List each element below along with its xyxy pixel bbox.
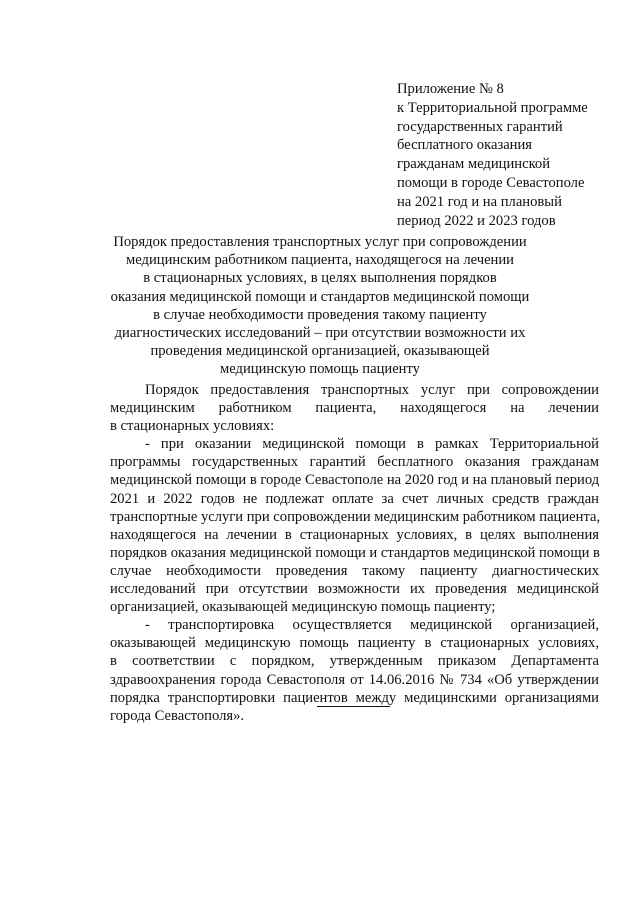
title-line: оказания медицинской помощи и стандартов медицинской помощи bbox=[110, 288, 530, 305]
document-title bbox=[90, 233, 550, 379]
title-line: в стационарных условиях, в целях выполнения порядков bbox=[143, 270, 497, 287]
body-line: исследований при отсутствии возможности их проведения медицинской bbox=[110, 581, 599, 598]
body-line: - при оказании медицинской помощи в рамках Территориальной bbox=[145, 436, 599, 453]
body-line: оказывающей медицинскую помощь пациенту в стационарных условиях, bbox=[110, 635, 599, 652]
body-line: - транспортировка осуществляется медицинской организацией, bbox=[145, 617, 599, 634]
title-line: медицинским работником пациента, находящегося на лечении bbox=[126, 252, 514, 269]
title-line: в случае необходимости проведения такому пациенту bbox=[153, 306, 487, 323]
appendix-line: на 2021 год и на плановый bbox=[397, 193, 562, 210]
body-line: порядка транспортировки пациентов между медицинскими организациями bbox=[110, 689, 599, 706]
body-line: города Севастополя». bbox=[110, 707, 245, 724]
appendix-line: помощи в городе Севастополе bbox=[397, 174, 585, 191]
appendix-line: к Территориальной программе bbox=[397, 99, 588, 116]
body-line: случае необходимости проведения такому пациенту диагностических bbox=[110, 562, 599, 579]
body-line: 2021 и 2022 годов не подлежат оплате за счет личных средств граждан bbox=[110, 490, 599, 507]
appendix-line: Приложение № 8 bbox=[397, 81, 504, 97]
body-line: медицинским работником пациента, находящегося на лечении bbox=[110, 400, 599, 417]
body-line: порядков оказания медицинской помощи и стандартов медицинской помощи в bbox=[110, 544, 600, 561]
appendix-line: период 2022 и 2023 годов bbox=[397, 212, 556, 229]
body-line: в соответствии с порядком, утвержденным приказом Департамента bbox=[110, 653, 599, 670]
body-line: находящегося на лечении в стационарных условиях, в целях выполнения bbox=[110, 526, 599, 543]
body-line: медицинской помощи в городе Севастополе на 2020 год и на плановый период bbox=[110, 472, 600, 489]
body-line: в стационарных условиях: bbox=[110, 418, 275, 435]
title-line: проведения медицинской организацией, оказывающей bbox=[150, 343, 490, 360]
appendix-line: бесплатного оказания bbox=[397, 137, 533, 154]
appendix-line: гражданам медицинской bbox=[397, 156, 551, 173]
appendix-header bbox=[397, 80, 627, 230]
closing-rule bbox=[317, 706, 390, 707]
title-line: диагностических исследований – при отсутствии возможности их bbox=[114, 325, 526, 342]
appendix-line: государственных гарантий bbox=[397, 118, 563, 135]
body-line: транспортные услуги при сопровождении медицинским работником пациента, bbox=[110, 508, 601, 525]
title-line: медицинскую помощь пациенту bbox=[220, 361, 420, 378]
document-body bbox=[110, 381, 599, 725]
body-line: Порядок предоставления транспортных услуг при сопровождении bbox=[145, 382, 599, 398]
body-line: программы государственных гарантий бесплатного оказания гражданам bbox=[110, 454, 599, 471]
body-line: здравоохранения города Севастополя от 14.06.2016 № 734 «Об утверждении bbox=[110, 671, 599, 688]
body-line: организацией, оказывающей медицинскую помощь пациенту; bbox=[110, 599, 496, 616]
title-line: Порядок предоставления транспортных услуг при сопровождении bbox=[113, 234, 527, 250]
